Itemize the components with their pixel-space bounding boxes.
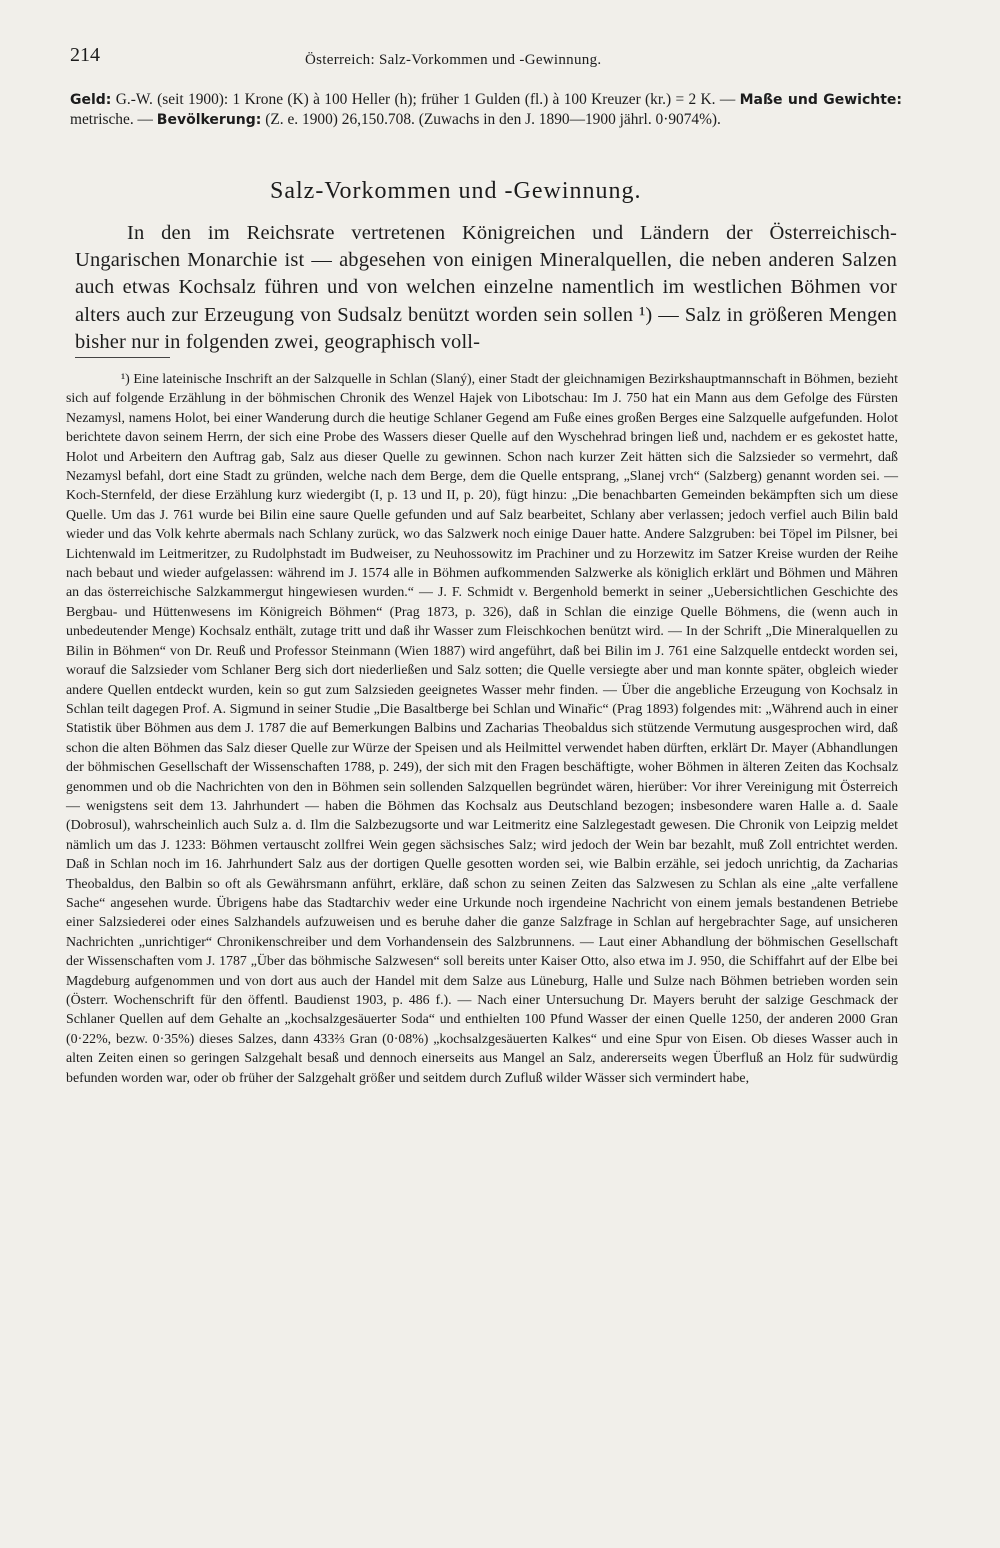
masse-text: metrische. — (70, 111, 153, 128)
page-number: 214 (70, 44, 100, 66)
masse-label: Maße und Gewichte: (739, 92, 903, 108)
intro-paragraph (70, 90, 902, 130)
footnote-text: ¹) Eine lateinische Inschrift an der Salzquelle in Schlan (Slaný), einer Stadt der gleichnamigen Bezirkshauptmannschaft in Böhmen, bezieht sich auf folgende Erzählung in der böhmischen Chronik des Wenzel Hajek von Libotschau: Im J. 750 hat ein Mann aus dem Gefolge des Fürsten Nezamysl, namens Holot, bei einer Wanderung durch die heutige Schlaner Gegend am Fuße eines großen Berges eine Salzquelle aufgefunden. Holot berichtete davon seinem Herrn, der sich eine Probe des Wassers dieser Quelle auf den Wyschehrad bringen ließ und, nachdem er es gekostet hatte, Holot und Arbeitern den Auftrag gab, Salz aus dieser Quelle zu gewinnen. Schon nach kurzer Zeit hätten sich die Salzsieder so vermehrt, daß Nezamysl befahl, dort eine Stadt zu gründen, welche nach dem Berge, dem die Quelle entsprang, „Slanej vrch“ (Salzberg) genannt worden sei. — Koch-Sternfeld, der diese Erzählung kurz wiedergibt (I, p. 13 und II, p. 20), fügt hinzu: „Die benachbarten Gemeinden bekämpften sich um diese Quelle. Um das J. 761 wurde bei Bilin eine saure Quelle gefunden und auf Salz bearbeitet, Schlany aber verlassen; jedoch verfiel auch Bilin bald wieder und das Volk kehrte abermals nach Schlany zurück, wo das Salzwerk noch einige Dauer hatte. Andere Salzgruben: bei Töpel im Pilsner, bei Lichtenwald im Leitmeritzer, zu Rudolphstadt im Budweiser, zu Neuhossowitz im Prachiner und zu Horzewitz im Satzer Kreise wurden der Reihe nach bebaut und wieder aufgelassen: während im J. 1574 alle in Böhmen aufkommenden Salzwerke als königlich erklärt und Böhmen und Mähren an das österreichische Salzkammergut hingewiesen wurden.“ — J. F. Schmidt v. Bergenhold bemerkt in seiner „Uebersichtlichen Geschichte des Bergbau- und Hüttenwesens im Königreich Böhmen“ (Prag 1873, p. 326), daß in Schlan die einzige Quelle Böhmens, die (wenn auch in unbedeutender Menge) Kochsalz enthält, zutage tritt und daß ihr Wasser zum Fleischkochen benützt wird. — In der Schrift „Die Mineralquellen zu Bilin in Böhmen“ von Dr. Reuß und Professor Steinmann (Wien 1887) wird angeführt, daß bei Bilin im J. 761 eine Salzquelle entdeckt worden sei, worauf die Salzsieder vom Schlaner Berg sich dort niederließen und Salz sotten; die Quelle versiegte aber und man konnte später, obgleich wieder andere Quellen entdeckt wurden, kein so gut zum Salzsieden geeignetes Wasser mehr finden. — Über die angebliche Erzeugung von Kochsalz in Schlan teilt dagegen Prof. A. Sigmund in seiner Studie „Die Basaltberge bei Schlan und Winařic“ (Prag 1893) folgendes mit: „Während auch in einer Statistik über Böhmen aus dem J. 1787 die auf Bemerkungen Balbins und Zacharias Theobaldus sich stützende Vermutung ausgesprochen wird, daß schon die alten Böhmen das Salz dieser Quelle zur Würze der Speisen und als Heilmittel verwendet haben dürften, erklärt Dr. Mayer (Abhandlungen der böhmischen Gesellschaft der Wissenschaften 1788, p. 249), der sich mit den Fragen beschäftigte, woher Böhmen in älteren Zeiten das Kochsalz genommen und ob die Nachrichten von den in Böhmen sein sollenden Salzquellen begründet wären, hierüber: Vor ihrer Vereinigung mit Österreich — wenigstens seit dem 13. Jahrhundert — haben die Böhmen das Kochsalz aus Deutschland bezogen; insbesondere waren Halle a. d. Saale (Dobrosul), wahrscheinlich auch Sulz a. d. Ilm die Salzbezugsorte und war Leitmeritz eine Salzlegestadt gewesen. Die Chronik von Leipzig meldet nämlich um das J. 1233: Böhmen vertauscht zollfrei Wein gegen sächsisches Salz; wird jedoch der Wein bar bezahlt, muß Zoll entrichtet werden. Daß in Schlan noch im 16. Jahrhundert Salz aus der dortigen Quelle gesotten worden sei, wie Balbin erzähle, sei jedoch unrichtig, da Zacharias Theobaldus, den Balbin so oft als Gewährsmann anführt, erkläre, daß schon zu seinen Zeiten das Salzwesen zu Schlan als eine „alte verfallene Sache“ angesehen wurde. Übrigens habe das Stadtarchiv weder eine Urkunde noch irgendeine Nachricht von einem jemals bestandenen Betriebe einer Salzsiederei oder eines Salzhandels aufzuweisen und es beruhe daher die ganze Salzfrage in Schlan auf hergebrachter Sage, auf unsicheren Nachrichten „unrichtiger“ Chronikenschreiber und dem Vorhandensein des Salzbrunnens. — Laut einer Abhandlung der böhmischen Gesellschaft der Wissenschaften vom J. 1787 „Über das böhmische Salzwesen“ soll bereits unter Kaiser Otto, also etwa im J. 950, die Schiffahrt auf der Elbe bei Magdeburg aufgenommen und von dort aus auch der Handel mit dem Salze aus Lüneburg, Halle und Sulze nach Böhmen betrieben worden sein (Österr. Wochenschrift für den öffentl. Baudienst 1903, p. 486 f.). — Nach einer Untersuchung Dr. Mayers beruht der salzige Geschmack der Schlaner Quellen auf dem Gehalte an „kochsalzgesäuerter Soda“ und enthielten 100 Pfund Wasser der einen Quelle 1250, der anderen 2000 Gran (0·22%, bezw. 0·35%) dieses Salzes, dann 433⅔ Gran (0·08%) „kochsalzgesäuerten Kalkes“ und eine Spur von Eisen. Ob dieses Wasser auch in alten Zeiten einen so geringen Salzgehalt besaß und dennoch einerseits aus Mangel an Salz, andererseits wegen Überfluß an Holz für sudwürdig befunden worden war, oder ob früher der Salzgehalt größer und seitdem durch Zufluß wilder Wässer sich vermindert habe, (66, 372, 898, 1086)
footnote-divider (75, 357, 170, 358)
running-title: Österreich: Salz-Vorkommen und -Gewinnung. (305, 52, 602, 68)
section-paragraph: In den im Reichsrate vertretenen Königreichen und Ländern der Österreichisch-Ungarischen Monarchie ist — abgesehen von einigen Mineralquellen, die neben anderen Salzen auch etwas Kochsalz führen und von welchen einzelne namentlich im westlichen Böhmen vor alters auch zur Erzeugung von Sudsalz benützt worden sein sollen ¹) — Salz in größeren Mengen bisher nur in folgenden zwei, geographisch voll- (75, 222, 897, 353)
geld-text: G.-W. (seit 1900): 1 Krone (K) à 100 Heller (h); früher 1 Gulden (fl.) à 100 Kreuzer (kr.) = 2 K. — (115, 91, 736, 108)
section-title: Salz-Vorkommen und -Gewinnung. (270, 178, 642, 204)
section-body (75, 220, 897, 356)
bevoelkerung-label: Bevölkerung: (156, 112, 262, 128)
bevoelkerung-text: (Z. e. 1900) 26,150.708. (Zuwachs in den J. 1890—1900 jährl. 0·9074%). (265, 111, 721, 128)
footnote (66, 370, 898, 1088)
geld-label: Geld: (70, 92, 112, 108)
